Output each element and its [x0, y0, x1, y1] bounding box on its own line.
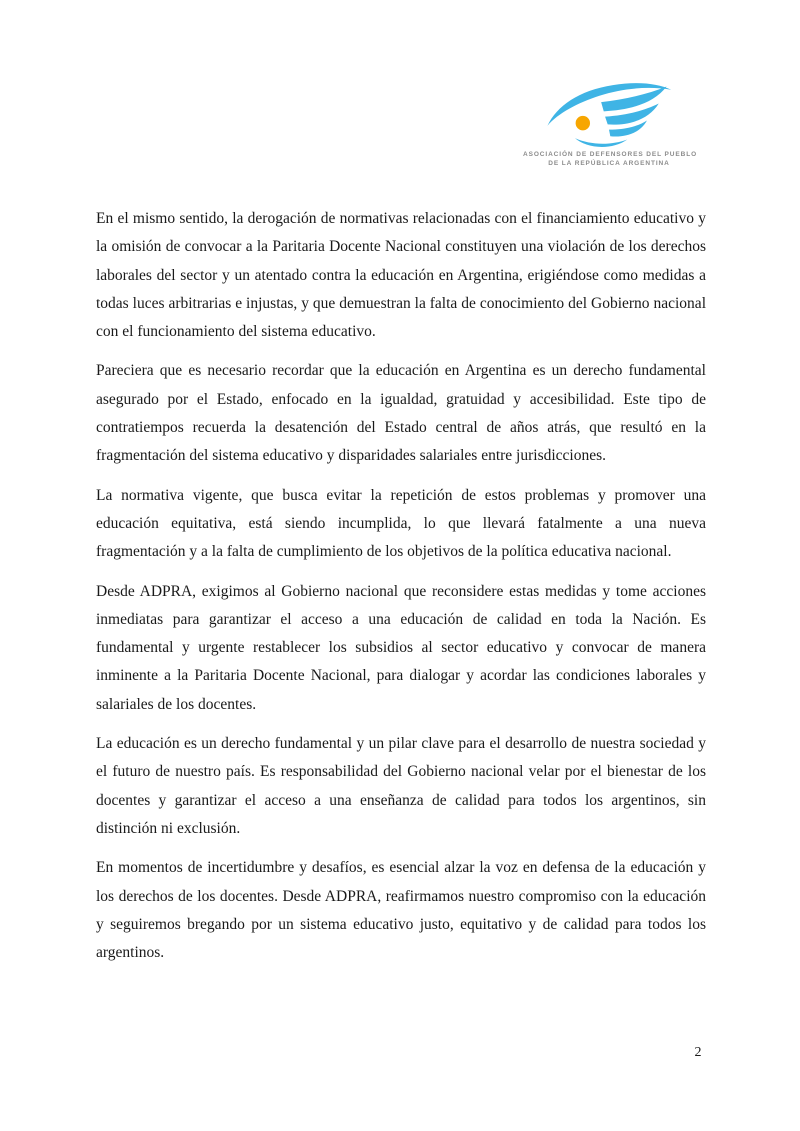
paragraph-derecho-fundamental: Pareciera que es necesario recordar que la educación en Argentina es un derecho fundamental asegurado por el Estado, enfocado en la igualdad, gratuidad y accesibilidad. Este tipo de contratiempos recuerda la desatención del Estado central de años atrás, que resultó en la fragmentación del sistema educativo y disparidades salariales entre jurisdicciones. [96, 362, 706, 465]
logo-caption-line1: ASOCIACIÓN DE DEFENSORES DEL PUEBLO [523, 151, 698, 158]
adpra-eye-bird-logo-icon [540, 76, 678, 148]
adpra-logo [523, 76, 698, 168]
paragraph-financiamiento: En el mismo sentido, la derogación de normativas relacionadas con el financiamiento educativo y la omisión de convocar a la Paritaria Docente Nacional constituyen una violación de los derechos laborales del sector y un atentado contra la educación en Argentina, erigiéndose como medidas a todas luces arbitrarias e injustas, y que demuestran la falta de conocimiento del Gobierno nacional con el funcionamiento del sistema educativo. [96, 210, 706, 341]
document-body [96, 205, 706, 978]
logo-caption-line2: DE LA REPÚBLICA ARGENTINA [548, 160, 670, 167]
paragraph-normativa-vigente: La normativa vigente, que busca evitar la repetición de estos problemas y promover una educación equitativa, está siendo incumplida, lo que llevará fatalmente a una nueva fragmentación y a la falta de cumplimiento de los objetivos de la política educativa nacional. [96, 486, 706, 561]
logo-sun-icon [576, 116, 590, 130]
logo-lower-swoosh [575, 138, 627, 147]
logo-caption [523, 150, 698, 168]
paragraph-pilar-sociedad: La educación es un derecho fundamental y un pilar clave para el desarrollo de nuestra sociedad y el futuro de nuestro país. Es responsabilidad del Gobierno nacional velar por el bienestar de los docentes y garantizar el acceso a una enseñanza de calidad para todos los argentinos, sin distinción ni exclusión. [96, 735, 706, 837]
page-number: 2 [694, 1045, 702, 1060]
paragraph-compromiso: En momentos de incertidumbre y desafíos, es esencial alzar la voz en defensa de la educación y los derechos de los docentes. Desde ADPRA, reafirmamos nuestro compromiso con la educación y seguiremos bregando por un sistema educativo justo, equitativo y de calidad para todos los argentinos. [96, 859, 706, 962]
paragraph-exigencia-adpra: Desde ADPRA, exigimos al Gobierno nacional que reconsidere estas medidas y tome acciones inmediatas para garantizar el acceso a una educación de calidad en toda la Nación. Es fundamental y urgente restablecer los subsidios al sector educativo y convocar de manera inminente a la Paritaria Docente Nacional, para dialogar y acordar las condiciones laborales y salariales de los docentes. [96, 582, 706, 713]
